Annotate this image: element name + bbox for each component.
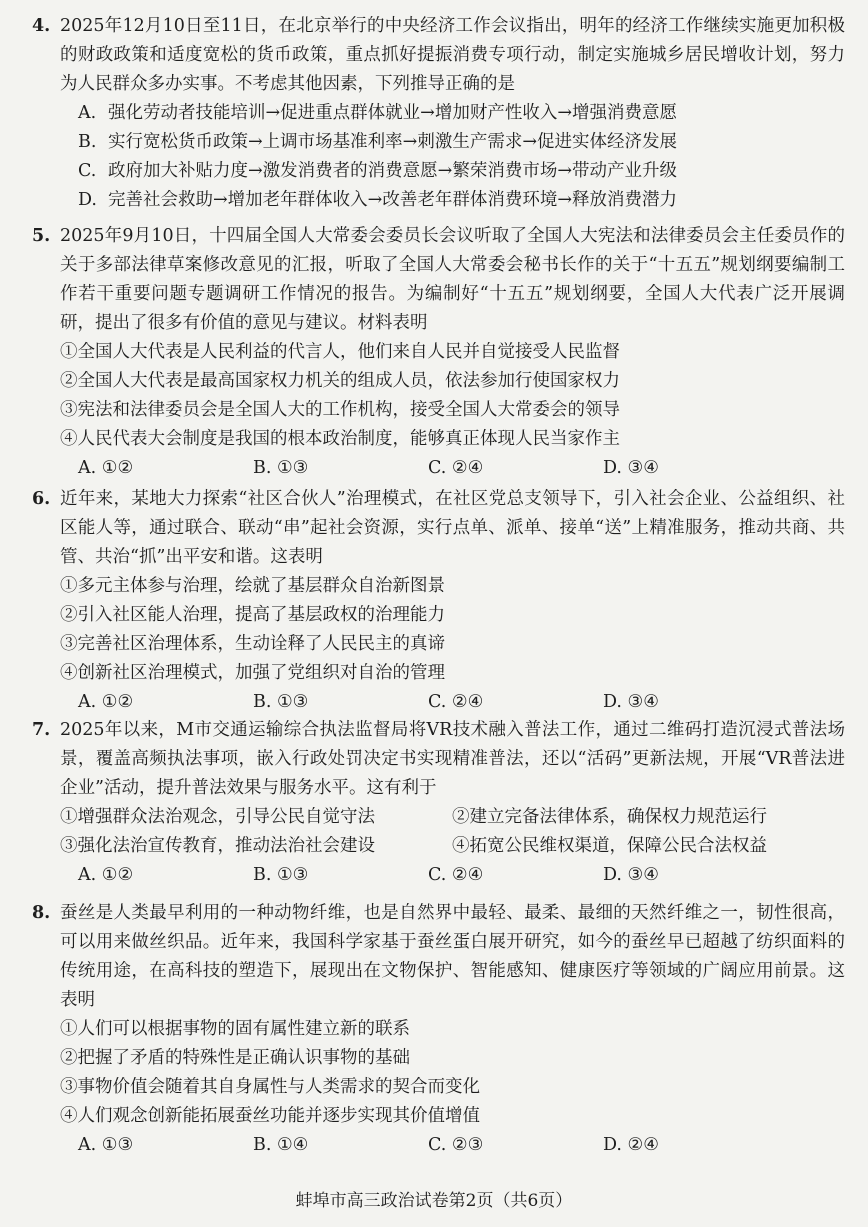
statement-2: ②引入社区能人治理，提高了基层政权的治理能力 [60, 605, 445, 625]
answer-options [60, 1131, 845, 1160]
answer-d[interactable]: D. ②④ [603, 1135, 659, 1155]
answer-b[interactable]: B. ①③ [253, 865, 309, 885]
question-6 [32, 485, 845, 717]
statement-1: ①多元主体参与治理，绘就了基层群众自治新图景 [60, 576, 445, 596]
page-footer: 蚌埠市高三政治试卷第2页（共6页） [295, 1191, 573, 1211]
question-text: 蚕丝是人类最早利用的一种动物纤维，也是自然界中最轻、最柔、最细的天然纤维之一，韧性很高，可以用来做丝织品。近年来，我国科学家基于蚕丝蛋白展开研究，如今的蚕丝早已超越了纺织面料的传统用途，在高科技的塑造下，展现出在文物保护、智能感知、健康医疗等领域的广阔应用前景。这表明 [60, 903, 845, 1010]
option-b[interactable]: B. 实行宽松货币政策→上调市场基准利率→刺激生产需求→促进实体经济发展 [78, 132, 677, 152]
question-7 [32, 716, 845, 890]
statement-2: ②全国人大代表是最高国家权力机关的组成人员，依法参加行使国家权力 [60, 371, 620, 391]
answer-d[interactable]: D. ③④ [603, 865, 659, 885]
statement-1: ①全国人大代表是人民利益的代言人，他们来自人民并自觉接受人民监督 [60, 342, 620, 362]
question-text: 2025年9月10日，十四届全国人大常委会委员长会议听取了全国人大宪法和法律委员会主任委员作的关于多部法律草案修改意见的汇报，听取了全国人大常委会秘书长作的关于“十五五”规划纲要编制工作若干重要问题专题调研工作情况的报告。为编制好“十五五”规划纲要，全国人大代表广泛开展调研，提出了很多有价值的意见与建议。材料表明 [60, 226, 845, 333]
question-stem [32, 12, 845, 99]
answer-d[interactable]: D. ③④ [603, 458, 659, 478]
statement-3: ③事物价值会随着其自身属性与人类需求的契合而变化 [60, 1077, 480, 1097]
question-number: 8. [32, 903, 51, 923]
question-stem [32, 222, 845, 338]
answer-c[interactable]: C. ②④ [428, 692, 484, 712]
statement-4: ④创新社区治理模式，加强了党组织对自治的管理 [60, 663, 445, 683]
statement-3: ③宪法和法律委员会是全国人大的工作机构，接受全国人大常委会的领导 [60, 400, 620, 420]
statement-4: ④拓宽公民维权渠道，保障公民合法权益 [452, 836, 767, 856]
statement-3: ③完善社区治理体系，生动诠释了人民民主的真谛 [60, 634, 445, 654]
question-number: 7. [32, 720, 51, 740]
statement-4: ④人们观念创新能拓展蚕丝功能并逐步实现其价值增值 [60, 1106, 480, 1126]
answer-a[interactable]: A. ①② [78, 692, 134, 712]
question-number: 4. [32, 16, 51, 36]
answer-a[interactable]: A. ①③ [78, 1135, 134, 1155]
answer-b[interactable]: B. ①④ [253, 1135, 309, 1155]
question-5 [32, 222, 845, 483]
statement-row-1 [60, 803, 845, 832]
answer-b[interactable]: B. ①③ [253, 692, 309, 712]
question-stem [32, 716, 845, 803]
answer-a[interactable]: A. ①② [78, 458, 134, 478]
question-8 [32, 899, 845, 1160]
question-text: 近年来，某地大力探索“社区合伙人”治理模式，在社区党总支领导下，引入社会企业、公益组织、社区能人等，通过联合、联动“串”起社会资源，实行点单、派单、接单“送”上精准服务，推动共商、共管、共治“抓”出平安和谐。这表明 [60, 489, 845, 567]
question-text: 2025年以来，M市交通运输综合执法监督局将VR技术融入普法工作，通过二维码打造沉浸式普法场景，覆盖高频执法事项，嵌入行政处罚决定书实现精准普法，还以“活码”更新法规，开展“VR普法进企业”活动，提升普法效果与服务水平。这有利于 [60, 720, 845, 798]
statement-list [60, 1015, 845, 1131]
option-c[interactable]: C. 政府加大补贴力度→激发消费者的消费意愿→繁荣消费市场→带动产业升级 [78, 161, 677, 181]
answer-c[interactable]: C. ②③ [428, 1135, 484, 1155]
option-list [60, 99, 845, 215]
answer-c[interactable]: C. ②④ [428, 458, 484, 478]
option-d[interactable]: D. 完善社会救助→增加老年群体收入→改善老年群体消费环境→释放消费潜力 [78, 190, 677, 210]
statement-1: ①增强群众法治观念，引导公民自觉守法 [60, 807, 375, 827]
question-stem [32, 485, 845, 572]
answer-c[interactable]: C. ②④ [428, 865, 484, 885]
statement-3: ③强化法治宣传教育，推动法治社会建设 [60, 836, 375, 856]
question-number: 6. [32, 489, 51, 509]
statement-list [60, 572, 845, 688]
answer-a[interactable]: A. ①② [78, 865, 134, 885]
question-text: 2025年12月10日至11日，在北京举行的中央经济工作会议指出，明年的经济工作继续实施更加积极的财政政策和适度宽松的货币政策，重点抓好提振消费专项行动，制定实施城乡居民增收计划，努力为人民群众多办实事。不考虑其他因素，下列推导正确的是 [60, 16, 845, 94]
question-4 [32, 12, 845, 215]
answer-d[interactable]: D. ③④ [603, 692, 659, 712]
answer-b[interactable]: B. ①③ [253, 458, 309, 478]
option-a[interactable]: A. 强化劳动者技能培训→促进重点群体就业→增加财产性收入→增强消费意愿 [78, 103, 677, 123]
statement-1: ①人们可以根据事物的固有属性建立新的联系 [60, 1019, 410, 1039]
statement-2: ②建立完备法律体系，确保权力规范运行 [452, 807, 767, 827]
statement-2: ②把握了矛盾的特殊性是正确认识事物的基础 [60, 1048, 410, 1068]
question-stem [32, 899, 845, 1015]
statement-list [60, 338, 845, 454]
statement-4: ④人民代表大会制度是我国的根本政治制度，能够真正体现人民当家作主 [60, 429, 620, 449]
answer-options [60, 688, 845, 717]
statement-row-2 [60, 832, 845, 861]
answer-options [60, 861, 845, 890]
answer-options [60, 454, 845, 483]
question-number: 5. [32, 226, 51, 246]
